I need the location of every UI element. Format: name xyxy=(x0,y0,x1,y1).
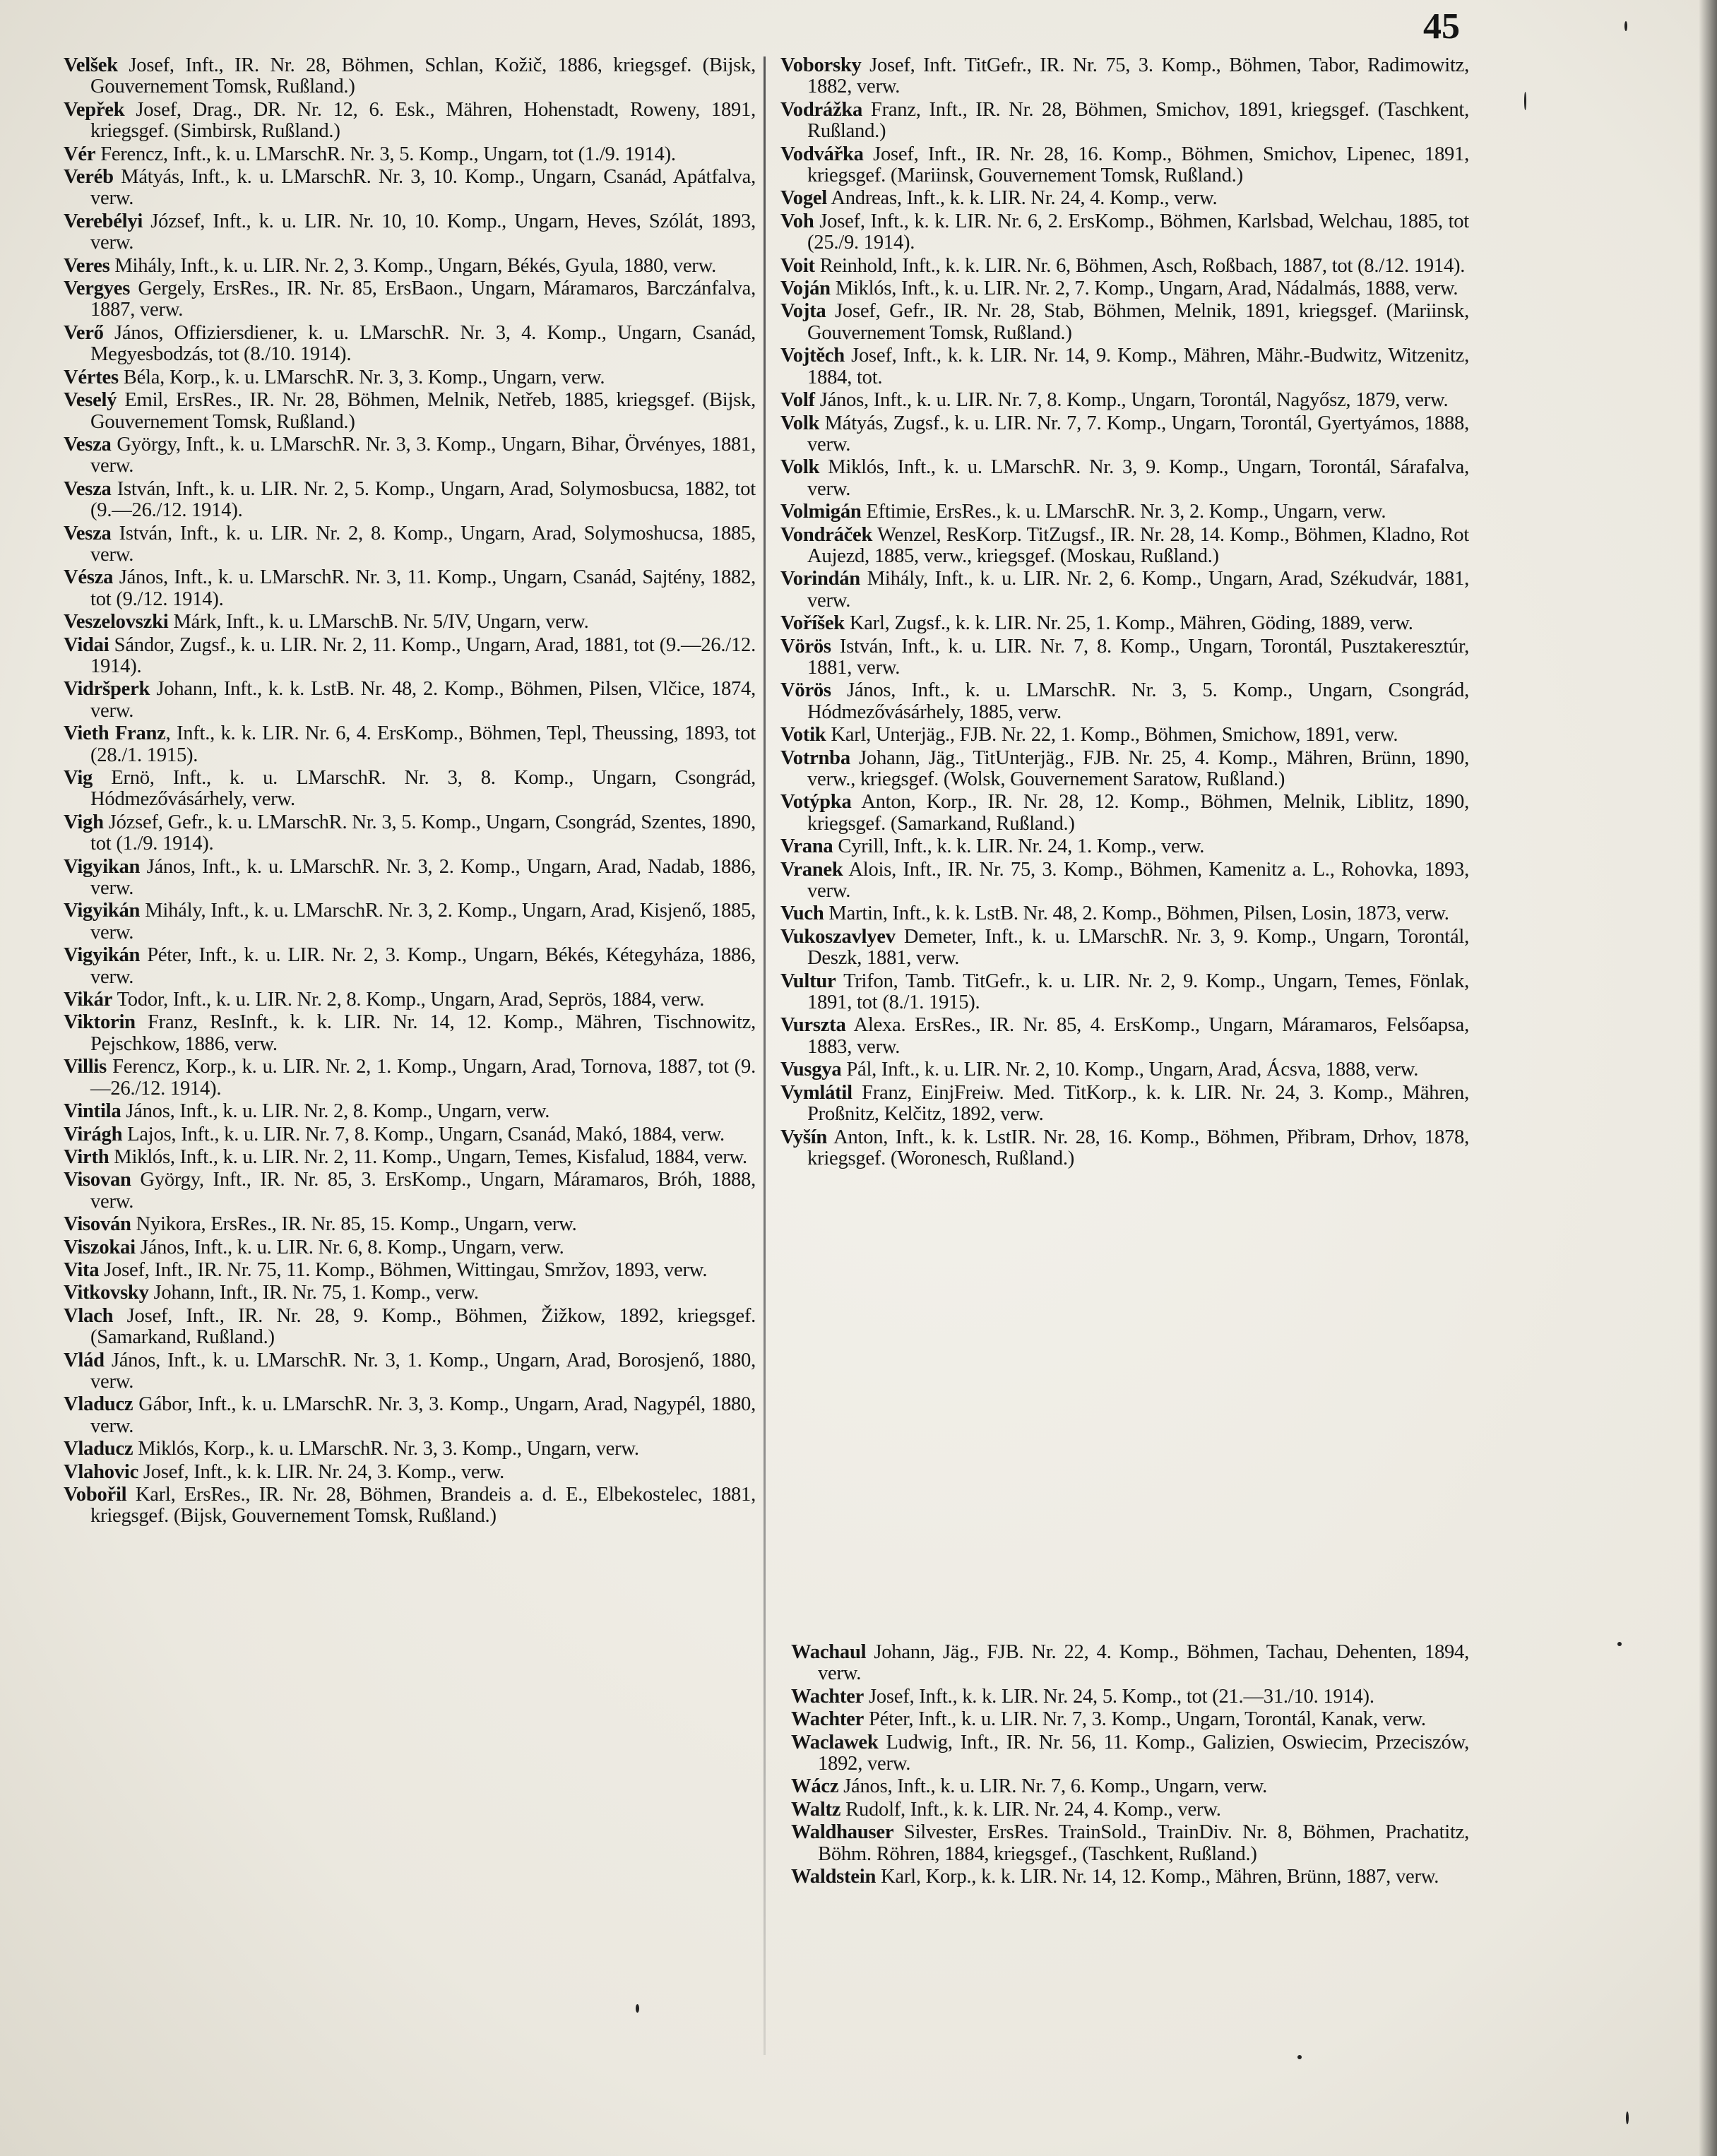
entry-details: Trifon, Tamb. TitGefr., k. u. LIR. Nr. 2, 9. Komp., Ungarn, Temes, Fönlak, 1891, tot (8./1. 1915). xyxy=(807,970,1469,1014)
entry-details: Mihály, Inft., k. u. LIR. Nr. 2, 6. Komp., Ungarn, Arad, Székudvár, 1881, verw. xyxy=(807,568,1469,612)
register-entry xyxy=(64,144,756,165)
register-entry xyxy=(64,1169,756,1213)
register-entry xyxy=(780,301,1469,344)
register-entry xyxy=(780,211,1469,254)
entry-details: Ferencz, Korp., k. u. LIR. Nr. 2, 1. Komp., Ungarn, Arad, Tornova, 1887, tot (9.—26./12. 1914). xyxy=(90,1056,756,1100)
entry-surname: Vér xyxy=(64,143,96,165)
register-entry xyxy=(64,278,756,321)
entry-surname: Vlád xyxy=(64,1349,105,1371)
scan-speck xyxy=(1624,21,1627,31)
entry-surname: Voborsky xyxy=(780,54,862,76)
entry-surname: Vurszta xyxy=(780,1014,846,1037)
entry-details: Péter, Inft., k. u. LIR. Nr. 7, 3. Komp., Ungarn, Torontál, Kanak, verw. xyxy=(864,1708,1426,1731)
register-entry xyxy=(780,144,1469,187)
entry-details: József, Inft., k. u. LIR. Nr. 10, 10. Komp., Ungarn, Heves, Szólát, 1893, verw. xyxy=(90,210,756,254)
scan-speck xyxy=(1617,1642,1622,1646)
entry-surname: Vigh xyxy=(64,811,104,833)
entry-details: Alexa. ErsRes., IR. Nr. 85, 4. ErsKomp., Ungarn, Máramaros, Felsőapsa, 1883, verw. xyxy=(807,1014,1469,1058)
entry-surname: Vintila xyxy=(64,1100,121,1123)
register-entry xyxy=(780,1127,1469,1170)
entry-surname: Virágh xyxy=(64,1123,123,1145)
register-entry xyxy=(64,1056,756,1100)
register-entry xyxy=(780,1059,1469,1080)
register-entry xyxy=(780,256,1469,277)
entry-details: Johann, Inft., k. k. LstB. Nr. 48, 2. Komp., Böhmen, Pilsen, Vlčice, 1874, verw. xyxy=(90,678,756,722)
entry-details: István, Inft., k. u. LIR. Nr. 2, 8. Komp., Ungarn, Arad, Solymoshucsa, 1885, verw. xyxy=(90,522,756,566)
entry-surname: Vértes xyxy=(64,366,119,388)
entry-details: Wenzel, ResKorp. TitZugsf., IR. Nr. 28, 14. Komp., Böhmen, Kladno, Rot Aujezd, 1885, verw., kriegsgef. (Moskau, Rußland.) xyxy=(807,523,1469,567)
entry-surname: Vitkovsky xyxy=(64,1282,149,1304)
page-number: 45 xyxy=(1423,6,1460,47)
entry-details: , Inft., k. k. LIR. Nr. 6, 4. ErsKomp., Böhmen, Tepl, Theussing, 1893, tot (28./1. 1915). xyxy=(90,722,756,766)
register-entry xyxy=(64,434,756,477)
register-entry xyxy=(64,857,756,900)
register-entry xyxy=(64,768,756,811)
entry-details: Alois, Inft., IR. Nr. 75, 3. Komp., Böhmen, Kamenitz a. L., Rohovka, 1893, verw. xyxy=(807,858,1469,903)
entry-details: Josef, Drag., DR. Nr. 12, 6. Esk., Mähren, Hohenstadt, Roweny, 1891, kriegsgef. (Simbirsk, Rußland.) xyxy=(90,98,756,143)
entry-surname: Volmigán xyxy=(780,501,862,523)
entry-details: Cyrill, Inft., k. k. LIR. Nr. 24, 1. Komp., verw. xyxy=(833,835,1205,858)
entry-details: János, Inft., k. u. LIR. Nr. 6, 8. Komp., Ungarn, verw. xyxy=(135,1236,564,1258)
entry-details: Gábor, Inft., k. u. LMarschR. Nr. 3, 3. Komp., Ungarn, Arad, Nagypél, 1880, verw. xyxy=(90,1393,756,1437)
entry-details: György, Inft., k. u. LMarschR. Nr. 3, 3. Komp., Ungarn, Bihar, Örvényes, 1881, verw. xyxy=(90,433,756,477)
entry-details: Emil, ErsRes., IR. Nr. 28, Böhmen, Melnik, Netřeb, 1885, kriegsgef. (Bijsk, Gouvernement Tomsk, Rußland.) xyxy=(90,389,756,433)
entry-surname: Verő xyxy=(64,321,104,344)
entry-surname: Verebélyi xyxy=(64,210,143,232)
entry-details: Josef, Inft., IR. Nr. 28, 9. Komp., Böhmen, Žižkow, 1892, kriegsgef. (Samarkand, Rußland.) xyxy=(90,1304,756,1349)
entry-details: Karl, Zugsf., k. k. LIR. Nr. 25, 1. Komp., Mähren, Göding, 1889, verw. xyxy=(844,612,1413,635)
entry-details: Demeter, Inft., k. u. LMarschR. Nr. 3, 9. Komp., Ungarn, Torontál, Deszk, 1881, verw. xyxy=(807,925,1469,970)
entry-details: Andreas, Inft., k. k. LIR. Nr. 24, 4. Komp., verw. xyxy=(827,187,1218,210)
entry-details: Martin, Inft., k. k. LstB. Nr. 48, 2. Komp., Böhmen, Pilsen, Losin, 1873, verw. xyxy=(824,903,1449,925)
left-column xyxy=(64,55,756,1529)
entry-surname: Viktorin xyxy=(64,1011,136,1034)
entry-surname: Viszokai xyxy=(64,1236,136,1258)
register-entry xyxy=(780,836,1469,857)
register-entry xyxy=(64,1101,756,1122)
register-entry xyxy=(780,636,1469,679)
entry-surname: Vranek xyxy=(780,858,843,881)
register-entry xyxy=(791,1732,1469,1775)
entry-surname: Voh xyxy=(780,210,814,232)
entry-details: János, Inft., k. u. LIR. Nr. 2, 8. Komp., Ungarn, verw. xyxy=(121,1100,550,1123)
entry-surname: Voříšek xyxy=(780,612,845,635)
entry-details: Mátyás, Zugsf., k. u. LIR. Nr. 7, 7. Komp., Ungarn, Torontál, Gyertyámos, 1888, verw. xyxy=(807,412,1469,455)
entry-details: Lajos, Inft., k. u. LIR. Nr. 7, 8. Komp., Ungarn, Csanád, Makó, 1884, verw. xyxy=(122,1123,725,1145)
register-entry xyxy=(64,1214,756,1235)
entry-details: Josef, Inft., k. k. LIR. Nr. 6, 2. ErsKomp., Böhmen, Karlsbad, Welchau, 1885, tot (25./9. 1914). xyxy=(807,210,1469,254)
entry-details: Josef, Inft., IR. Nr. 28, Böhmen, Schlan, Kožič, 1886, kriegsgef. (Bijsk, Gouvernement Tomsk, Rußland.) xyxy=(90,54,756,98)
register-entry xyxy=(780,525,1469,568)
register-entry xyxy=(64,1306,756,1349)
entry-surname: Vlahovic xyxy=(64,1460,139,1483)
entry-surname: Vidršperk xyxy=(64,678,150,701)
entry-surname: Veselý xyxy=(64,389,117,412)
register-entry xyxy=(64,1237,756,1258)
entry-surname: Wácz xyxy=(791,1775,839,1798)
entry-surname: Vesza xyxy=(64,477,112,500)
entry-surname: Volf xyxy=(780,389,815,412)
entry-surname: Vondráček xyxy=(780,523,873,546)
entry-details: Miklós, Inft., k. u. LIR. Nr. 2, 11. Komp., Ungarn, Temes, Kisfalud, 1884, verw. xyxy=(109,1145,747,1168)
register-entry xyxy=(64,1260,756,1281)
entry-surname: Volk xyxy=(780,456,820,479)
entry-details: Ernö, Inft., k. u. LMarschR. Nr. 3, 8. Komp., Ungarn, Csongrád, Hódmezővásárhely, verw. xyxy=(90,767,756,811)
right-column xyxy=(780,55,1469,1171)
entry-surname: Vorindán xyxy=(780,568,860,590)
entry-surname: Volk xyxy=(780,412,820,434)
entry-details: Béla, Korp., k. u. LMarschR. Nr. 3, 3. Komp., Ungarn, verw. xyxy=(118,366,605,388)
entry-details: János, Inft., k. u. LMarschR. Nr. 3, 2. Komp., Ungarn, Arad, Nadab, 1886, verw. xyxy=(90,855,756,900)
entry-surname: Vobořil xyxy=(64,1484,127,1506)
entry-surname: Vepřek xyxy=(64,98,125,121)
register-entry xyxy=(64,989,756,1011)
entry-details: Johann, Jäg., FJB. Nr. 22, 4. Komp., Böhmen, Tachau, Dehenten, 1894, verw. xyxy=(818,1641,1469,1685)
scan-speck xyxy=(1297,2055,1302,2059)
register-entry xyxy=(780,188,1469,209)
entry-details: Márk, Inft., k. u. LMarschB. Nr. 5/IV, Ungarn, verw. xyxy=(168,611,589,633)
register-entry xyxy=(64,1439,756,1460)
entry-details: Franz, Inft., IR. Nr. 28, Böhmen, Smichov, 1891, kriegsgef. (Taschkent, Rußland.) xyxy=(807,98,1469,143)
entry-surname: Vultur xyxy=(780,970,836,992)
entry-details: Josef, Inft., k. k. LIR. Nr. 24, 3. Komp., verw. xyxy=(138,1460,505,1483)
entry-surname: Voit xyxy=(780,254,815,277)
register-entry xyxy=(64,1484,756,1527)
register-entry xyxy=(791,1642,1469,1685)
entry-surname: Waltz xyxy=(791,1798,841,1821)
register-entry xyxy=(64,256,756,277)
register-entry xyxy=(64,211,756,254)
register-entry xyxy=(64,1124,756,1145)
register-entry xyxy=(780,345,1469,388)
entry-surname: Veres xyxy=(64,254,110,277)
entry-surname: Vladucz xyxy=(64,1438,133,1460)
entry-details: János, Inft., k. u. LMarschR. Nr. 3, 1. Komp., Ungarn, Arad, Borosjenő, 1880, verw. xyxy=(90,1349,756,1393)
entry-surname: Wachaul xyxy=(791,1641,867,1663)
register-entry xyxy=(64,1147,756,1168)
entry-surname: Votýpka xyxy=(780,791,852,814)
entry-surname: Votrnba xyxy=(780,746,850,769)
entry-details: János, Inft., k. u. LIR. Nr. 7, 6. Komp., Ungarn, verw. xyxy=(838,1775,1268,1798)
entry-surname: Voján xyxy=(780,278,831,300)
entry-surname: Wachter xyxy=(791,1708,865,1731)
entry-details: Pál, Inft., k. u. LIR. Nr. 2, 10. Komp., Ungarn, Arad, Ácsva, 1888, verw. xyxy=(841,1059,1419,1081)
entry-surname: Vodrážka xyxy=(780,98,863,121)
scan-speck xyxy=(1626,2112,1629,2124)
register-entry xyxy=(780,792,1469,835)
entry-details: György, Inft., IR. Nr. 85, 3. ErsKomp., Ungarn, Máramaros, Bróh, 1888, verw. xyxy=(90,1169,756,1213)
entry-details: Miklós, Korp., k. u. LMarschR. Nr. 3, 3. Komp., Ungarn, verw. xyxy=(133,1438,639,1460)
register-entry xyxy=(780,748,1469,791)
entry-details: Anton, Inft., k. k. LstIR. Nr. 28, 16. Komp., Böhmen, Přibram, Drhov, 1878, kriegsgef. (Woronesch, Rußland.) xyxy=(807,1126,1469,1169)
right-column-w-section xyxy=(791,1642,1469,1889)
scan-speck xyxy=(636,2004,639,2013)
entry-surname: Vusgya xyxy=(780,1059,842,1081)
entry-details: Ludwig, Inft., IR. Nr. 56, 11. Komp., Galizien, Oswiecim, Przeciszów, 1892, verw. xyxy=(818,1731,1469,1775)
register-entry xyxy=(780,971,1469,1014)
entry-surname: Wachter xyxy=(791,1685,865,1708)
entry-details: Johann, Inft., IR. Nr. 75, 1. Komp., verw. xyxy=(148,1282,479,1304)
entry-details: János, Inft., k. u. LIR. Nr. 7, 8. Komp., Ungarn, Torontál, Nagyősz, 1879, verw. xyxy=(814,389,1449,412)
register-entry xyxy=(780,680,1469,723)
entry-details: Reinhold, Inft., k. k. LIR. Nr. 6, Böhmen, Asch, Roßbach, 1887, tot (8./12. 1914). xyxy=(814,254,1466,277)
entry-surname: Vojtěch xyxy=(780,345,845,367)
register-entry xyxy=(780,613,1469,634)
register-entry xyxy=(780,1015,1469,1058)
register-entry xyxy=(64,612,756,633)
entry-surname: Vita xyxy=(64,1258,100,1281)
entry-surname: Vymlátil xyxy=(780,1081,852,1104)
entry-surname: Waclawek xyxy=(791,1731,879,1753)
register-entry xyxy=(64,55,756,98)
entry-details: Johann, Jäg., TitUnterjäg., FJB. Nr. 25, 4. Komp., Mähren, Brünn, 1890, verw., kriegsgef. (Wolsk, Gouvernement Saratow, Rußland.) xyxy=(807,746,1469,790)
register-entry xyxy=(780,859,1469,903)
entry-details: István, Inft., k. u. LIR. Nr. 7, 8. Komp., Ungarn, Torontál, Pusztakeresztúr, 1881, verw. xyxy=(807,635,1469,679)
entry-details: Josef, Inft., k. k. LIR. Nr. 14, 9. Komp., Mähren, Mähr.-Budwitz, Witzenitz, 1884, tot. xyxy=(807,345,1469,388)
column-divider xyxy=(764,56,766,2055)
register-entry xyxy=(64,1282,756,1304)
entry-details: János, Offiziersdiener, k. u. LMarschR. Nr. 3, 4. Komp., Ungarn, Csanád, Megyesbodzás, tot (8./10. 1914). xyxy=(90,321,756,366)
entry-details: József, Gefr., k. u. LMarschR. Nr. 3, 5. Komp., Ungarn, Csongrád, Szentes, 1890, tot (1./9. 1914). xyxy=(90,811,756,855)
entry-surname: Vrana xyxy=(780,835,833,858)
register-entry xyxy=(780,927,1469,970)
entry-surname: Vukoszavlyev xyxy=(780,925,896,948)
entry-details: Franz, ResInft., k. k. LIR. Nr. 14, 12. Komp., Mähren, Tischnowitz, Pejschkow, 1886, verw. xyxy=(90,1011,756,1055)
register-entry xyxy=(64,390,756,433)
register-entry xyxy=(64,567,756,610)
register-entry xyxy=(64,679,756,722)
entry-surname: Vogel xyxy=(780,187,828,210)
register-entry xyxy=(64,723,756,766)
entry-details: Péter, Inft., k. u. LIR. Nr. 2, 3. Komp., Ungarn, Békés, Kétegyháza, 1886, verw. xyxy=(90,944,756,988)
register-entry xyxy=(64,1350,756,1393)
register-entry xyxy=(64,1462,756,1483)
entry-surname: Vodvářka xyxy=(780,143,864,165)
register-entry xyxy=(780,390,1469,411)
register-entry xyxy=(64,479,756,522)
register-entry xyxy=(791,1776,1469,1797)
entry-surname: Veréb xyxy=(64,166,114,189)
entry-surname: Vesza xyxy=(64,522,112,544)
register-entry xyxy=(64,900,756,943)
entry-details: János, Inft., k. u. LMarschR. Nr. 3, 11. Komp., Ungarn, Csanád, Sajtény, 1882, tot (9./12. 1914). xyxy=(90,566,756,610)
entry-details: Gergely, ErsRes., IR. Nr. 85, ErsBaon., Ungarn, Máramaros, Barczánfalva, 1887, verw. xyxy=(90,278,756,321)
entry-details: Josef, Inft., IR. Nr. 28, 16. Komp., Böhmen, Smichov, Lipenec, 1891, kriegsgef. (Mariinsk, Gouvernement Tomsk, Rußland.) xyxy=(807,143,1469,187)
register-entry xyxy=(64,1012,756,1055)
entry-surname: Vladucz xyxy=(64,1393,133,1416)
register-entry xyxy=(780,568,1469,612)
entry-surname: Vesza xyxy=(64,433,112,455)
entry-surname: Vörös xyxy=(780,635,831,657)
entry-details: Silvester, ErsRes. TrainSold., TrainDiv. Nr. 8, Böhmen, Prachatitz, Böhm. Röhren, 1884, kriegsgef., (Taschkent, Rußland.) xyxy=(818,1821,1469,1865)
entry-surname: Virth xyxy=(64,1145,109,1168)
entry-details: István, Inft., k. u. LIR. Nr. 2, 5. Komp., Ungarn, Arad, Solymosbucsa, 1882, tot (9.—26./12. 1914). xyxy=(90,477,756,522)
entry-surname: Vuch xyxy=(780,903,824,925)
entry-details: Nyikora, ErsRes., IR. Nr. 85, 15. Komp., Ungarn, verw. xyxy=(131,1213,577,1236)
entry-details: Miklós, Inft., k. u. LMarschR. Nr. 3, 9. Komp., Ungarn, Torontál, Sárafalva, verw. xyxy=(807,456,1469,500)
entry-details: Anton, Korp., IR. Nr. 28, 12. Komp., Böhmen, Melnik, Liblitz, 1890, kriegsgef. (Samarkand, Rußland.) xyxy=(807,791,1469,835)
register-entry xyxy=(64,635,756,678)
entry-details: Mátyás, Inft., k. u. LMarschR. Nr. 3, 10. Komp., Ungarn, Csanád, Apátfalva, verw. xyxy=(90,166,756,210)
entry-details: János, Inft., k. u. LMarschR. Nr. 3, 5. Komp., Ungarn, Csongrád, Hódmezővásárhely, 1885, verw. xyxy=(807,679,1469,723)
register-entry xyxy=(780,903,1469,924)
entry-surname: Villis xyxy=(64,1056,107,1078)
entry-surname: Vigyikán xyxy=(64,900,141,922)
entry-details: Karl, ErsRes., IR. Nr. 28, Böhmen, Brandeis a. d. E., Elbekostelec, 1881, kriegsgef. (Bijsk, Gouvernement Tomsk, Rußland.) xyxy=(90,1484,756,1527)
entry-surname: Visovan xyxy=(64,1169,131,1191)
entry-surname: Vikár xyxy=(64,989,113,1011)
register-entry xyxy=(64,523,756,566)
entry-details: Josef, Inft., IR. Nr. 75, 11. Komp., Böhmen, Wittingau, Smržov, 1893, verw. xyxy=(99,1258,708,1281)
register-entry xyxy=(64,812,756,855)
register-entry xyxy=(791,1799,1469,1821)
entry-surname: Vigyikan xyxy=(64,855,141,878)
entry-details: Sándor, Zugsf., k. u. LIR. Nr. 2, 11. Komp., Ungarn, Arad, 1881, tot (9.—26./12. 1914). xyxy=(90,633,756,677)
entry-details: Miklós, Inft., k. u. LIR. Nr. 2, 7. Komp., Ungarn, Arad, Nádalmás, 1888, verw. xyxy=(830,278,1458,300)
entry-surname: Vésza xyxy=(64,566,114,589)
register-entry xyxy=(780,413,1469,456)
entry-surname: Vojta xyxy=(780,300,826,323)
register-entry xyxy=(64,945,756,988)
entry-details: Karl, Unterjäg., FJB. Nr. 22, 1. Komp., Böhmen, Smichow, 1891, verw. xyxy=(826,724,1398,746)
entry-details: Karl, Korp., k. k. LIR. Nr. 14, 12. Komp., Mähren, Brünn, 1887, verw. xyxy=(876,1866,1439,1888)
register-entry xyxy=(791,1686,1469,1708)
entry-surname: Vyšín xyxy=(780,1126,828,1148)
entry-surname: Votik xyxy=(780,724,826,746)
register-entry xyxy=(64,167,756,210)
register-entry xyxy=(791,1709,1469,1730)
entry-surname: Velšek xyxy=(64,54,118,76)
entry-details: Todor, Inft., k. u. LIR. Nr. 2, 8. Komp., Ungarn, Arad, Seprös, 1884, verw. xyxy=(112,989,705,1011)
entry-details: Mihály, Inft., k. u. LMarschR. Nr. 3, 2. Komp., Ungarn, Arad, Kisjenő, 1885, verw. xyxy=(90,900,756,943)
entry-details: Rudolf, Inft., k. k. LIR. Nr. 24, 4. Komp., verw. xyxy=(840,1798,1221,1821)
register-entry xyxy=(780,1083,1469,1126)
register-entry xyxy=(780,278,1469,299)
entry-surname: Vieth Franz xyxy=(64,722,166,745)
scan-speck xyxy=(1524,92,1526,110)
entry-details: Mihály, Inft., k. u. LIR. Nr. 2, 3. Komp., Ungarn, Békés, Gyula, 1880, verw. xyxy=(109,254,717,277)
entry-surname: Visován xyxy=(64,1213,131,1236)
entry-details: Josef, Gefr., IR. Nr. 28, Stab, Böhmen, Melnik, 1891, kriegsgef. (Mariinsk, Gouvernement Tomsk, Rußland.) xyxy=(807,300,1469,344)
entry-details: Josef, Inft., k. k. LIR. Nr. 24, 5. Komp., tot (21.—31./10. 1914). xyxy=(864,1685,1374,1708)
entry-surname: Veszelovszki xyxy=(64,611,169,633)
entry-surname: Waldhauser xyxy=(791,1821,894,1844)
register-entry xyxy=(780,457,1469,500)
entry-details: Ferencz, Inft., k. u. LMarschR. Nr. 3, 5. Komp., Ungarn, tot (1./9. 1914). xyxy=(95,143,676,165)
register-entry xyxy=(780,100,1469,143)
entry-surname: Vidai xyxy=(64,633,109,656)
register-entry xyxy=(64,100,756,143)
entry-surname: Vergyes xyxy=(64,278,131,300)
register-entry xyxy=(791,1822,1469,1865)
entry-details: Josef, Inft. TitGefr., IR. Nr. 75, 3. Komp., Böhmen, Tabor, Radimowitz, 1882, verw. xyxy=(807,54,1469,98)
entry-details: Eftimie, ErsRes., k. u. LMarschR. Nr. 3, 2. Komp., Ungarn, verw. xyxy=(861,501,1386,523)
entry-details: Franz, EinjFreiw. Med. TitKorp., k. k. LIR. Nr. 24, 3. Komp., Mähren, Proßnitz, Kelčitz, 1892, verw. xyxy=(807,1081,1469,1126)
register-entry xyxy=(780,55,1469,98)
register-entry xyxy=(780,501,1469,523)
entry-surname: Vlach xyxy=(64,1304,114,1327)
register-entry xyxy=(780,725,1469,746)
register-entry xyxy=(64,367,756,388)
entry-surname: Vörös xyxy=(780,679,831,702)
entry-surname: Waldstein xyxy=(791,1866,877,1888)
entry-surname: Vigyikán xyxy=(64,944,141,967)
entry-surname: Vig xyxy=(64,767,93,789)
page-edge-shadow xyxy=(1699,0,1717,2156)
register-entry xyxy=(791,1866,1469,1888)
register-entry xyxy=(64,1394,756,1437)
register-entry xyxy=(64,323,756,366)
